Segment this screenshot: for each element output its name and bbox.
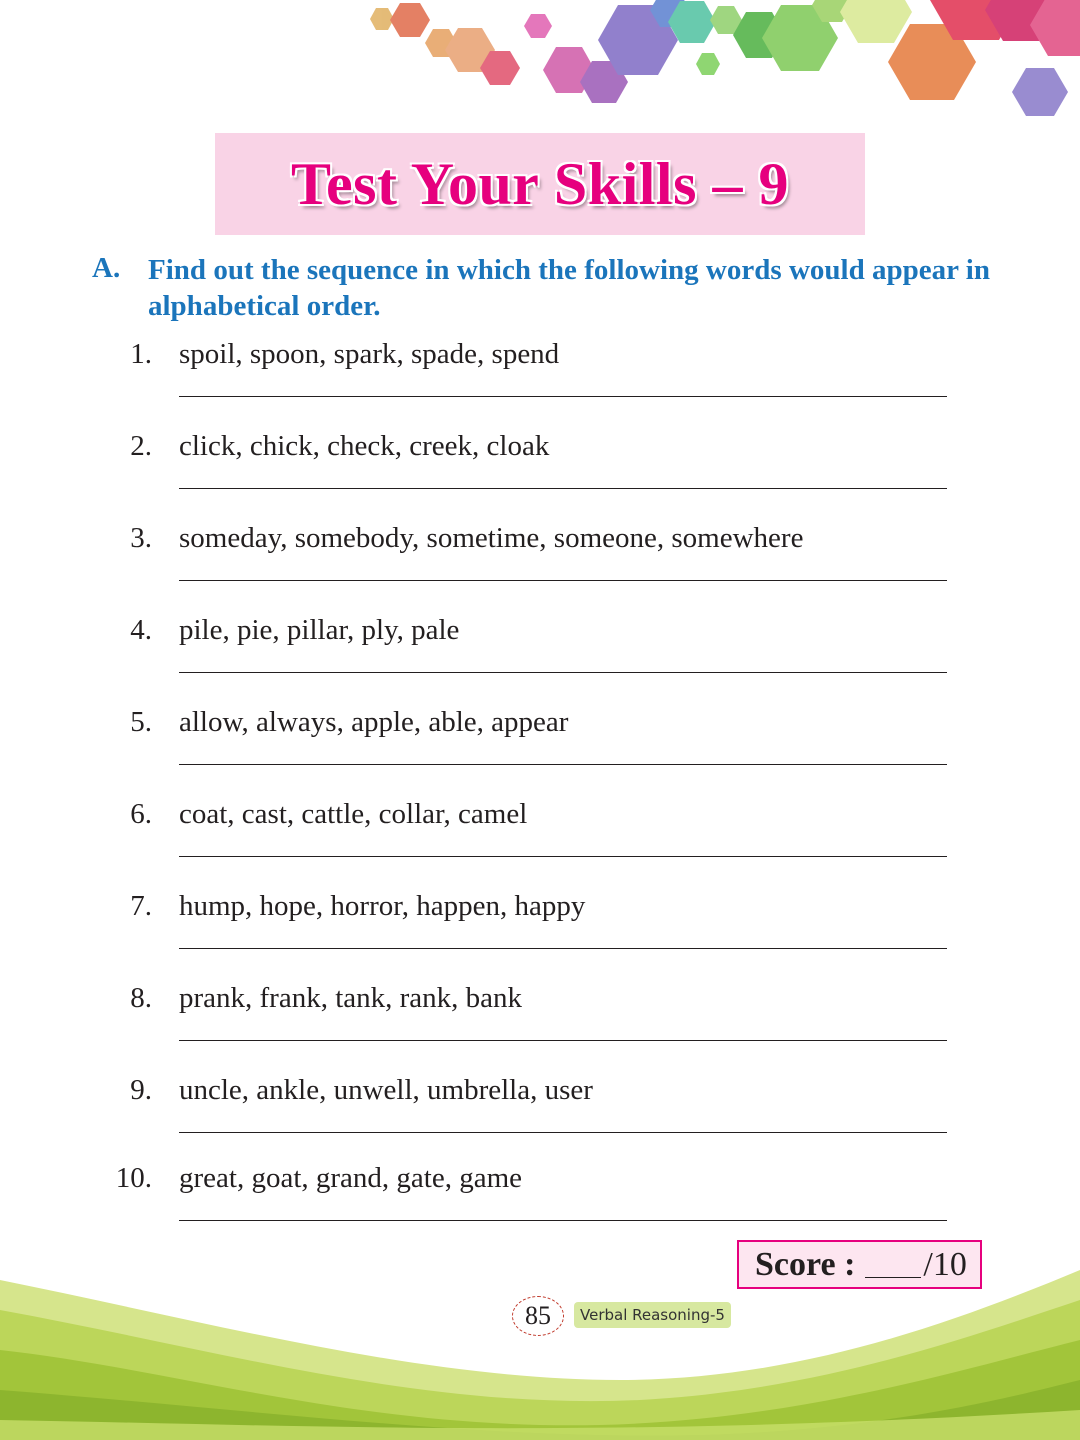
- question-item: [0, 336, 1080, 416]
- question-item: [0, 980, 1080, 1060]
- title-banner: [215, 133, 865, 235]
- question-item: [0, 1160, 1080, 1240]
- question-number: 8.: [130, 982, 152, 1014]
- question-item: [0, 520, 1080, 600]
- question-number: 7.: [130, 890, 152, 922]
- page-number: 85: [512, 1296, 564, 1336]
- answer-line[interactable]: [179, 672, 947, 673]
- section-letter: A.: [92, 252, 121, 284]
- section-instruction: Find out the sequence in which the following words would appear in alphabetical order.: [148, 254, 990, 322]
- question-number: 1.: [130, 338, 152, 370]
- question-text: uncle, ankle, unwell, umbrella, user: [179, 1074, 593, 1106]
- book-title-badge: Verbal Reasoning-5: [574, 1302, 731, 1328]
- score-box: [737, 1240, 982, 1289]
- question-number: 6.: [130, 798, 152, 830]
- answer-line[interactable]: [179, 948, 947, 949]
- score-total: /10: [923, 1245, 967, 1283]
- question-text: click, chick, check, creek, cloak: [179, 430, 550, 462]
- question-text: great, goat, grand, gate, game: [179, 1162, 523, 1194]
- hexagon-decoration: [0, 0, 1080, 125]
- answer-line[interactable]: [179, 488, 947, 489]
- question-text: someday, somebody, sometime, someone, somewhere: [179, 522, 804, 554]
- score-blank[interactable]: [865, 1251, 921, 1278]
- question-text: prank, frank, tank, rank, bank: [179, 982, 523, 1014]
- question-number: 2.: [130, 430, 152, 462]
- question-item: [0, 704, 1080, 784]
- question-number: 9.: [130, 1074, 152, 1106]
- answer-line[interactable]: [179, 1132, 947, 1133]
- answer-line[interactable]: [179, 396, 947, 397]
- question-text: pile, pie, pillar, ply, pale: [179, 614, 460, 646]
- question-number: 4.: [130, 614, 152, 646]
- question-number: 10.: [115, 1162, 152, 1194]
- question-text: allow, always, apple, able, appear: [179, 706, 569, 738]
- question-item: [0, 796, 1080, 876]
- answer-line[interactable]: [179, 856, 947, 857]
- score-label: Score :: [755, 1245, 856, 1283]
- question-item: [0, 428, 1080, 508]
- page-title: Test Your Skills – 9: [291, 150, 789, 217]
- question-text: coat, cast, cattle, collar, camel: [179, 798, 528, 830]
- question-item: [0, 612, 1080, 692]
- question-text: hump, hope, horror, happen, happy: [179, 890, 586, 922]
- answer-line[interactable]: [179, 1040, 947, 1041]
- question-item: [0, 888, 1080, 968]
- question-number: 3.: [130, 522, 152, 554]
- answer-line[interactable]: [179, 580, 947, 581]
- question-item: [0, 1072, 1080, 1152]
- answer-line[interactable]: [179, 764, 947, 765]
- question-number: 5.: [130, 706, 152, 738]
- question-text: spoil, spoon, spark, spade, spend: [179, 338, 560, 370]
- answer-line[interactable]: [179, 1220, 947, 1221]
